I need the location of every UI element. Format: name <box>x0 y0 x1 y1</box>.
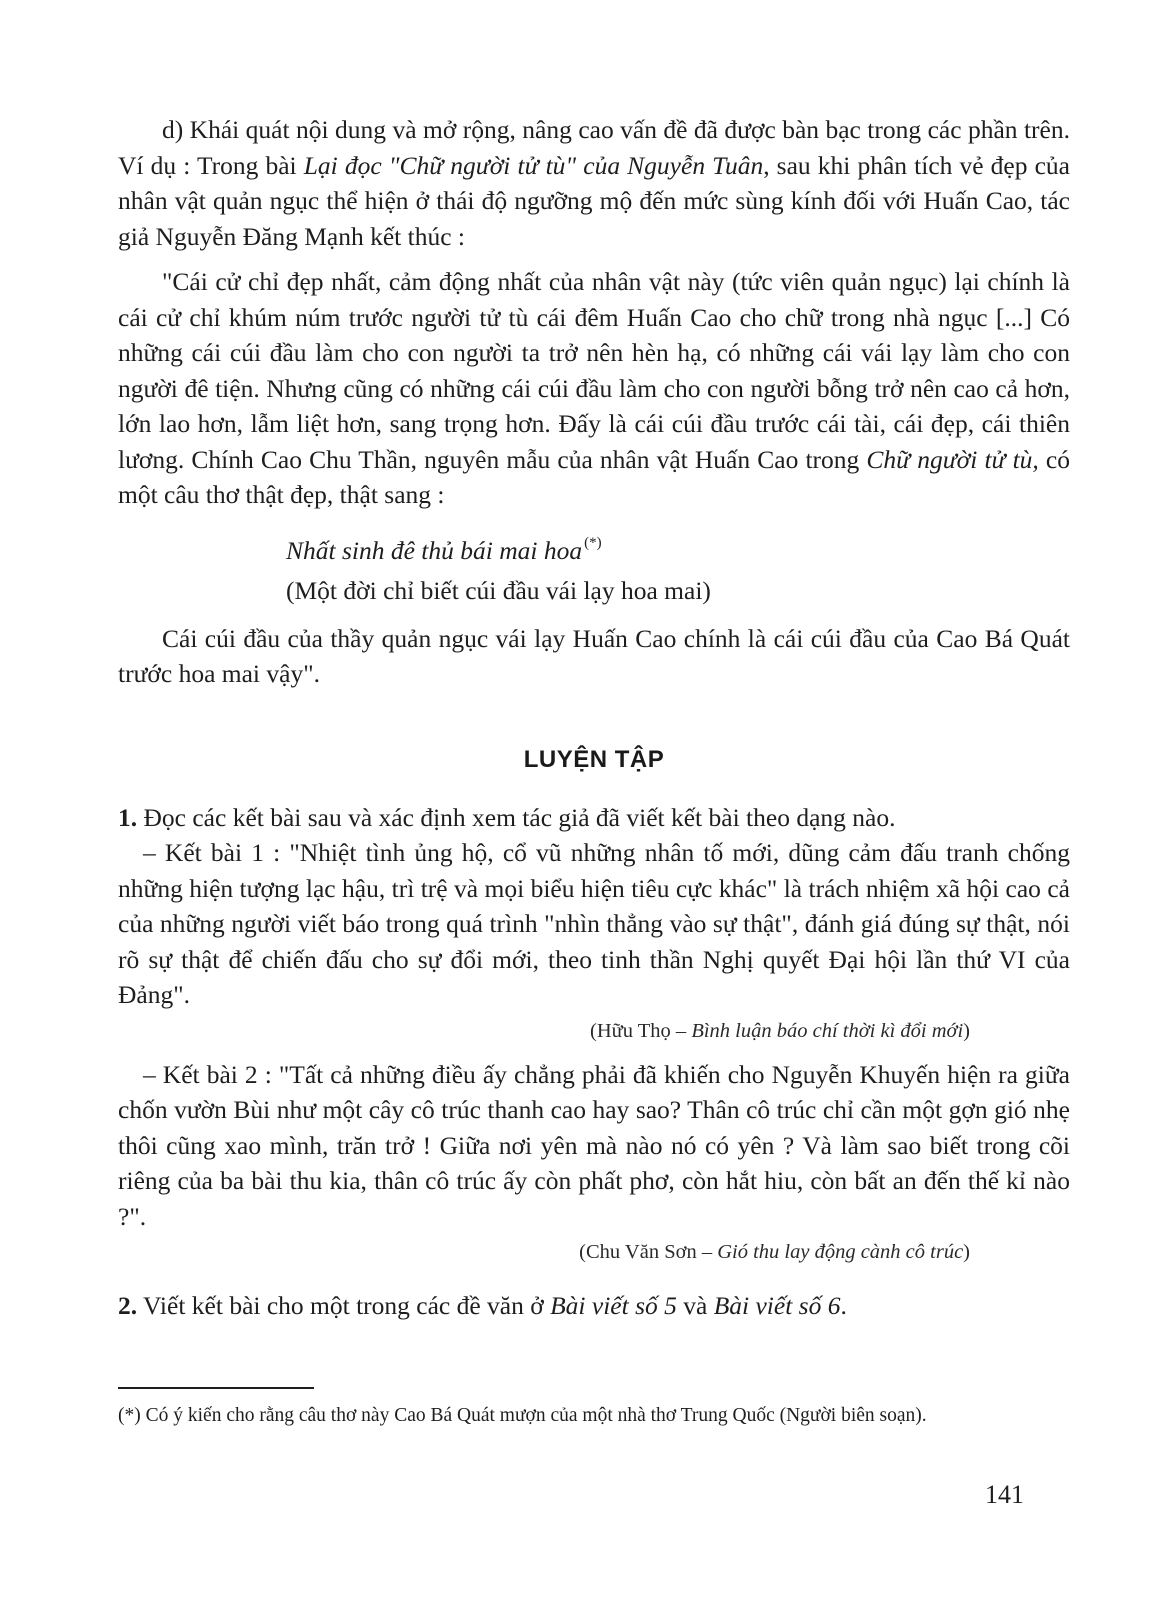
section-d-lead: d) Khái quát nội dung và mở rộng, nâng cao vấn đề đã được bàn bạc trong các phần trên. Ví dụ : Trong bài <box>118 115 1070 180</box>
page-body <box>118 112 1070 1324</box>
practice-heading: LUYỆN TẬP <box>523 745 665 773</box>
footnote: (*) Có ý kiến cho rằng câu thơ này Cao Bá Quát mượn của một nhà thơ Trung Quốc (Người biên soạn). <box>118 1405 927 1426</box>
page-number: 141 <box>985 1480 1024 1509</box>
paragraph-section-d <box>118 112 1070 254</box>
poem-line-2: (Một đời chỉ biết cúi đầu vái lạy hoa mai) <box>286 575 711 605</box>
section-d-tail: , sau khi phân tích vẻ đẹp của nhân vật quản ngục thể hiện ở thái độ ngưỡng mộ đến mức sùng kính đối với Huấn Cao, tác giả Nguyễn Đăng Mạnh kết thúc : <box>118 150 1070 251</box>
footnote-divider <box>118 1387 314 1389</box>
section-d-title: Lại đọc "Chữ người tử tù" của Nguyễn Tuân <box>303 150 764 180</box>
quote-part2: có một câu thơ thật đẹp, thật sang : <box>118 444 1070 509</box>
exercise-1-prompt: 1. Đọc các kết bài sau và xác định xem tác giả đã viết kết bài theo dạng nào. <box>118 802 896 832</box>
ket-bai-2-source: (Chu Văn Sơn – Gió thu lay động cành cô trúc) <box>579 1241 970 1263</box>
quote-work-title: Chữ người tử tù, <box>866 444 1039 474</box>
footnote-marker: (*) <box>584 534 602 551</box>
exercise-1-number: 1. <box>118 802 138 832</box>
ket-bai-1: – Kết bài 1 : "Nhiệt tình ủng hộ, cổ vũ những nhân tố mới, dũng cảm đấu tranh chống những hiện tượng lạc hậu, trì trệ và mọi biểu hiện tiêu cực khác" là trách nhiệm xã hội cao cả của những người viết báo trong quá trình "nhìn thẳng vào sự thật", đánh giá đúng sự thật, nói rõ sự thật để chiến đấu cho sự đổi mới, theo tinh thần Nghị quyết Đại hội lần thứ VI của Đảng". <box>118 838 1070 1009</box>
quote-paragraph <box>118 264 1070 513</box>
poem-line-1: Nhất sinh đê thủ bái mai hoa (*) <box>286 534 602 565</box>
quote-part1: "Cái cử chỉ đẹp nhất, cảm động nhất của nhân vật này (tức viên quản ngục) lại chính là cái cử chỉ khúm núm trước người tử tù cái đêm Huấn Cao cho chữ trong nhà ngục [...] Có những cái cúi đầu làm cho con người ta trở nên hèn hạ, có những cái vái lạy làm cho con người đê tiện. Nhưng cũng có những cái cúi đầu làm cho con người bỗng trở nên cao cả hơn, lớn lao hơn, lẫm liệt hơn, sang trọng hơn. Đấy là cái cúi đầu trước cái tài, cái đẹp, cái thiên lương. Chính Cao Chu Thần, nguyên mẫu của nhân vật Huấn Cao trong <box>118 267 1070 474</box>
closing-paragraph: Cái cúi đầu của thầy quản ngục vái lạy Huấn Cao chính là cái cúi đầu của Cao Bá Quát trước hoa mai vậy". <box>118 623 1070 688</box>
ket-bai-1-source: (Hữu Thọ – Bình luận báo chí thời kì đổi mới) <box>590 1019 970 1042</box>
poem-block <box>286 523 1070 611</box>
exercise-2-number: 2. <box>118 1291 138 1320</box>
ket-bai-2: – Kết bài 2 : "Tất cả những điều ấy chẳng phải đã khiến cho Nguyễn Khuyến hiện ra giữa chốn vườn Bùi như một cây cô trúc thanh cao hay sao? Thân cô trúc chỉ cần một gợn gió nhẹ thôi cũng xao mình, trăn trở ! Giữa nơi yên mà nào nó có yên ? Và làm sao biết trong cõi riêng của ba bài thu kia, thân cô trúc ấy còn phất phơ, còn hắt hiu, còn bất an đến thế kỉ nào ?". <box>118 1059 1070 1231</box>
exercise-2-prompt: 2. Viết kết bài cho một trong các đề văn ở Bài viết số 5 và Bài viết số 6. <box>118 1291 847 1320</box>
